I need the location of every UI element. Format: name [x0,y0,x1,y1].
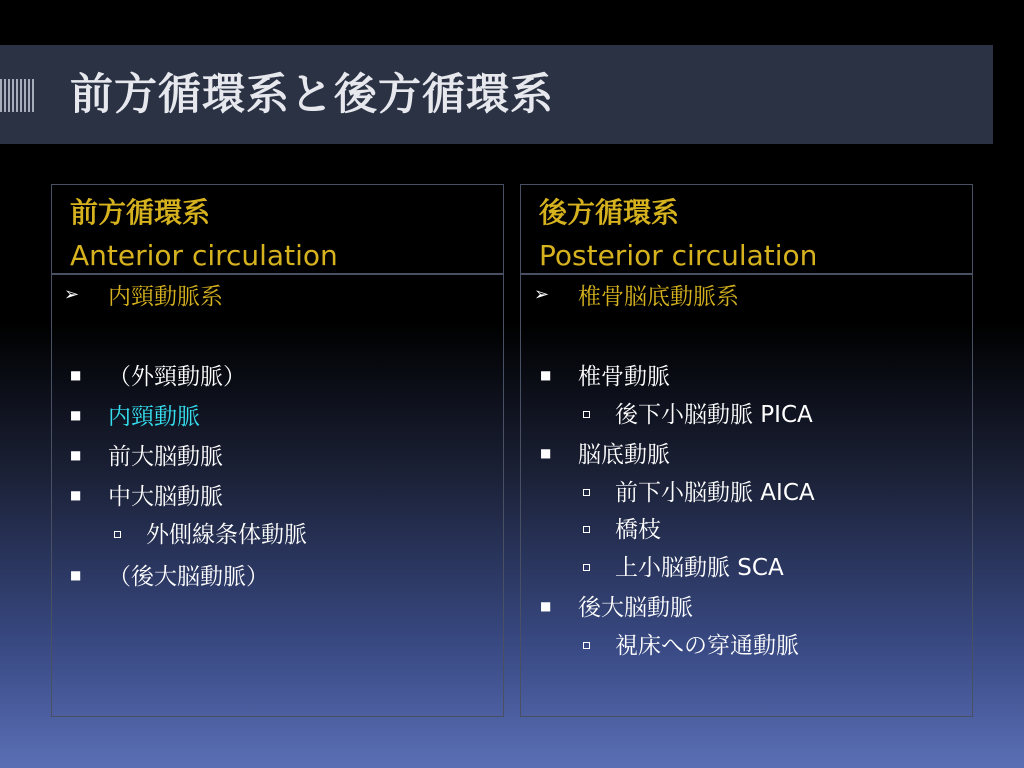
list-item: 後大脳動脈 [578,595,693,621]
hollow-square-bullet-icon [114,531,121,538]
square-bullet-icon: ■ [70,568,82,582]
hollow-square-bullet-icon [583,489,590,496]
list-item: 内頸動脈 [108,404,200,430]
square-bullet-icon: ■ [540,446,552,460]
list-item: 前大脳動脈 [108,444,223,470]
list-item: 視床への穿通動脈 [615,633,799,659]
square-bullet-icon: ■ [540,368,552,382]
list-item: 内頸動脈系 [108,284,223,310]
square-bullet-icon: ■ [540,599,552,613]
anterior-heading [52,185,503,275]
square-bullet-icon: ■ [70,408,82,422]
anterior-heading-en: Anterior circulation [70,239,338,272]
anterior-heading-ja: 前方循環系 [70,196,211,229]
hollow-square-bullet-icon [583,564,590,571]
arrow-bullet-icon: ➢ [64,284,80,305]
list-item: 外側線条体動脈 [146,522,307,548]
list-item: 椎骨動脈 [578,364,670,390]
square-bullet-icon: ■ [70,448,82,462]
hollow-square-bullet-icon [583,642,590,649]
list-item: 前下小脳動脈 AICA [615,480,815,506]
list-item: 椎骨脳底動脈系 [578,284,739,310]
arrow-bullet-icon: ➢ [534,284,550,305]
title-stripes-decoration [0,79,36,112]
list-item: 上小脳動脈 SCA [615,555,784,581]
list-item: 橋枝 [615,517,661,543]
posterior-heading-en: Posterior circulation [539,239,818,272]
list-item: 後下小脳動脈 PICA [615,402,813,428]
posterior-heading-ja: 後方循環系 [539,196,680,229]
square-bullet-icon: ■ [70,368,82,382]
posterior-heading [521,185,972,275]
hollow-square-bullet-icon [583,526,590,533]
list-item: 中大脳動脈 [108,484,223,510]
list-item: （外頸動脈） [108,364,246,390]
slide-title: 前方循環系と後方循環系 [70,70,554,120]
list-item: 脳底動脈 [578,442,670,468]
hollow-square-bullet-icon [583,411,590,418]
list-item: （後大脳動脈） [108,564,269,590]
square-bullet-icon: ■ [70,488,82,502]
